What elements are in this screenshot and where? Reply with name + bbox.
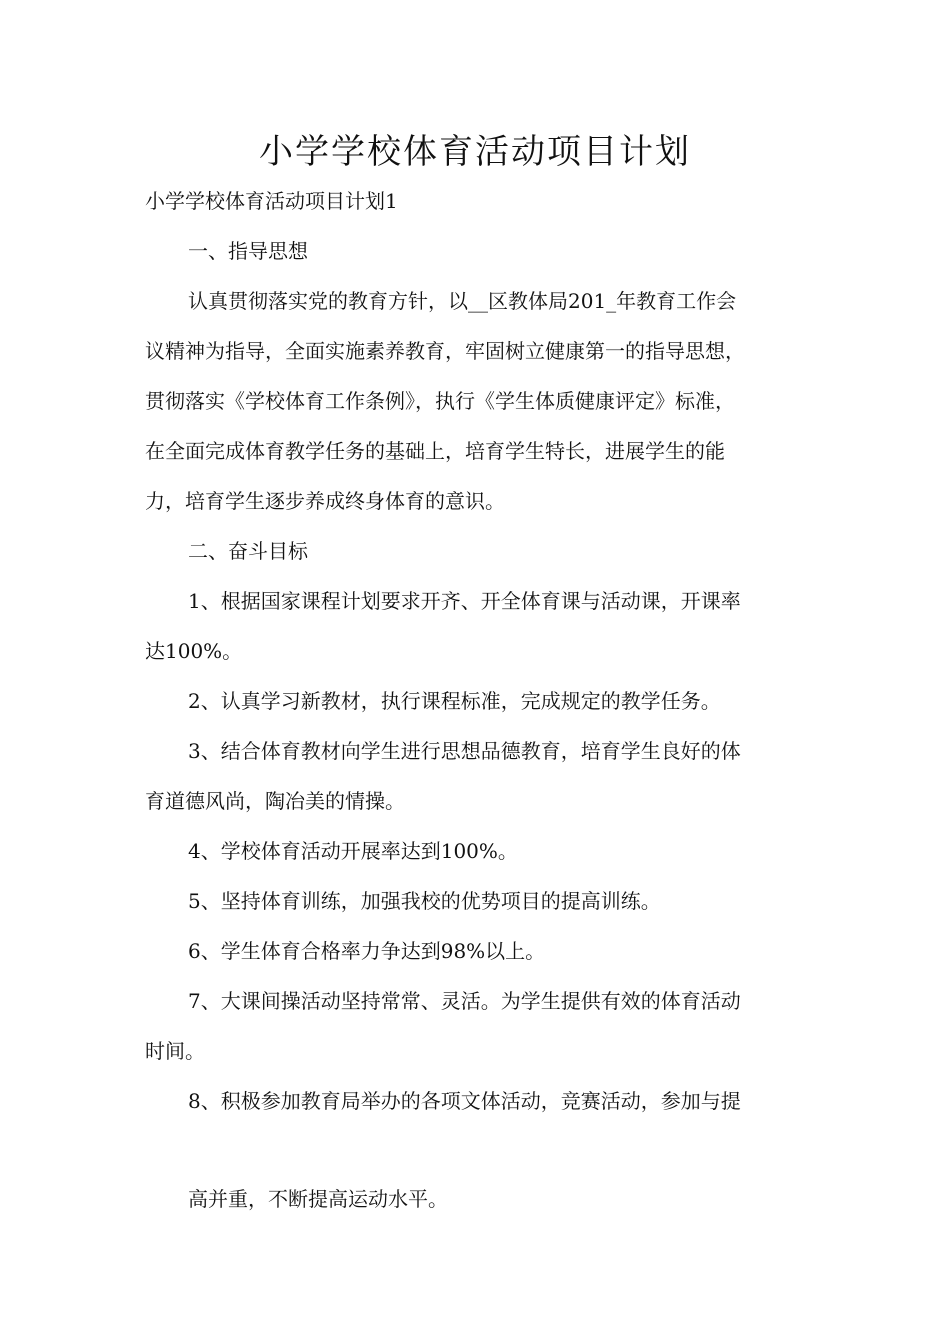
paragraph-line: 力，培育学生逐步养成终身体育的意识。 — [145, 489, 505, 513]
goal-item-8-continued: 高并重，不断提高运动水平。 — [188, 1187, 448, 1211]
document-title: 小学学校体育活动项目计划 — [259, 132, 691, 172]
paragraph-line: 贯彻落实《学校体育工作条例》，执行《学生体质健康评定》标准， — [145, 389, 735, 413]
section-heading-goals: 二、奋斗目标 — [188, 539, 308, 563]
document-subtitle: 小学学校体育活动项目计划1 — [145, 189, 398, 213]
goal-item-3-continued: 育道德风尚，陶冶美的情操。 — [145, 789, 405, 813]
section-heading-guiding-ideology: 一、指导思想 — [188, 239, 308, 263]
goal-item-7-continued: 时间。 — [145, 1039, 205, 1063]
goal-item-8: 8、积极参加教育局举办的各项文体活动，竞赛活动，参加与提 — [188, 1089, 741, 1113]
paragraph-line: 在全面完成体育教学任务的基础上，培育学生特长，进展学生的能 — [145, 439, 725, 463]
goal-item-5: 5、坚持体育训练，加强我校的优势项目的提高训练。 — [188, 889, 661, 913]
goal-item-6: 6、学生体育合格率力争达到98%以上。 — [188, 939, 546, 963]
goal-item-2: 2、认真学习新教材，执行课程标准，完成规定的教学任务。 — [188, 689, 721, 713]
goal-item-1-continued: 达100%。 — [145, 639, 243, 663]
paragraph-line: 议精神为指导，全面实施素养教育，牢固树立健康第一的指导思想， — [145, 339, 745, 363]
goal-item-1: 1、根据国家课程计划要求开齐、开全体育课与活动课，开课率 — [188, 589, 741, 613]
paragraph-line: 认真贯彻落实党的教育方针，以__区教体局201_年教育工作会 — [188, 289, 737, 313]
goal-item-3: 3、结合体育教材向学生进行思想品德教育，培育学生良好的体 — [188, 739, 741, 763]
goal-item-7: 7、大课间操活动坚持常常、灵活。为学生提供有效的体育活动 — [188, 989, 741, 1013]
goal-item-4: 4、学校体育活动开展率达到100%。 — [188, 839, 518, 863]
